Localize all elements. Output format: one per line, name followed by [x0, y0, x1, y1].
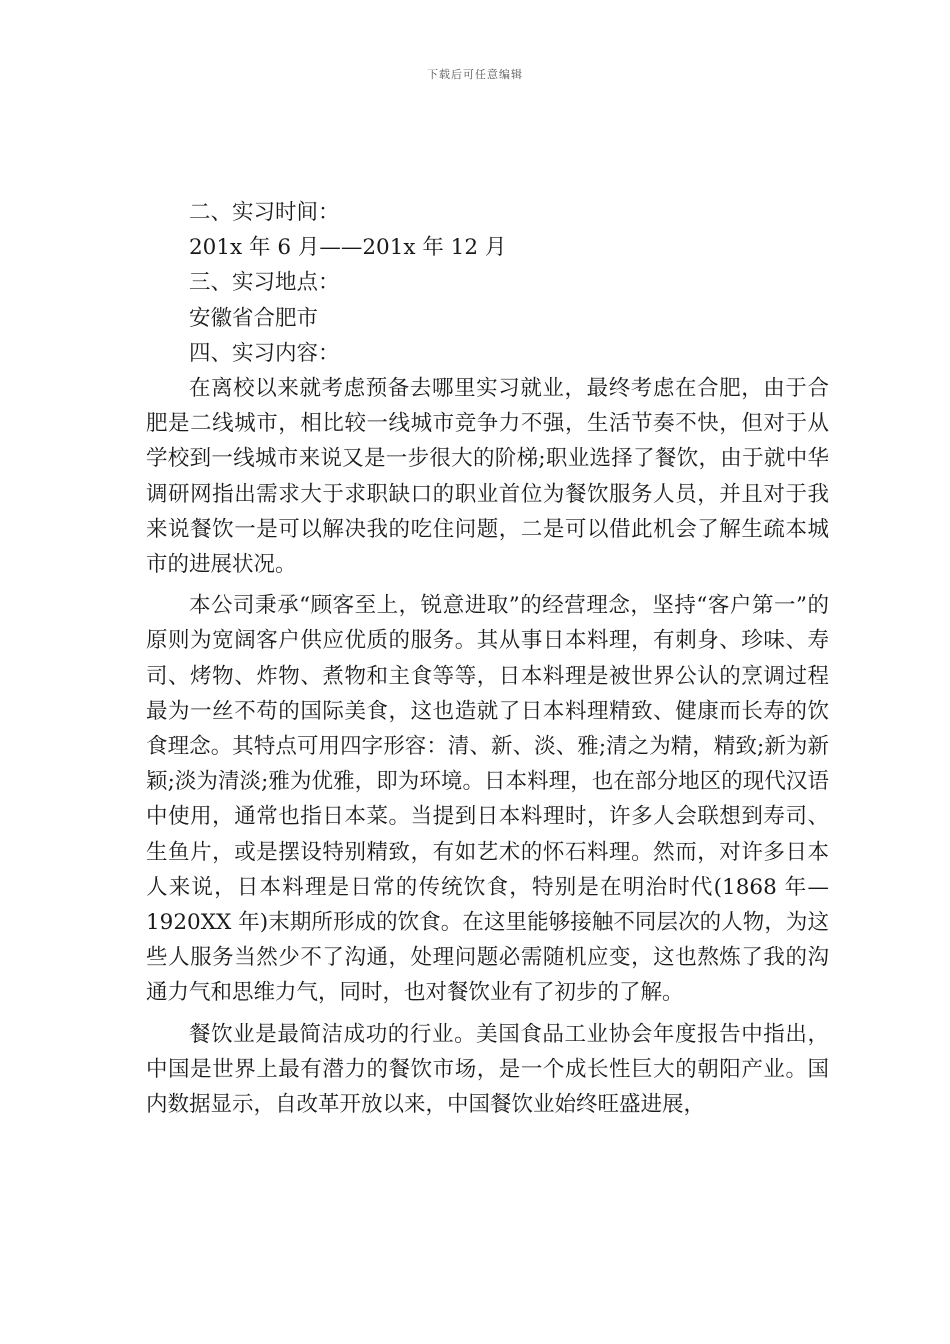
- section-heading-internship-content: 四、实习内容：: [189, 340, 340, 366]
- internship-period: 201x 年 6 月——201x 年 12 月: [189, 235, 507, 261]
- section-heading-internship-location: 三、实习地点：: [189, 270, 340, 296]
- paragraph-industry: 餐饮业是最简洁成功的行业。美国食品工业协会年度报告中指出，中国是世界上最有潜力的餐饮市场，是一个成长性巨大的朝阳产业。国内数据显示，自改革开放以来，中国餐饮业始终旺盛进展，: [146, 1021, 829, 1118]
- paragraph-reason: 在离校以来就考虑预备去哪里实习就业，最终考虑在合肥，由于合肥是二线城市，相比较一线城市竞争力不强，生活节奏不快，但对于从学校到一线城市来说又是一步很大的阶梯;职业选择了餐饮，由于就中华调研网指出需求大于求职缺口的职业首位为餐饮服务人员，并且对于我来说餐饮一是可以解决我的吃住问题，二是可以借此机会了解生疏本城市的进展状况。: [146, 376, 829, 578]
- paragraph-company: 本公司秉承“顾客至上，锐意进取”的经营理念，坚持“客户第一”的原则为宽阔客户供应优质的服务。其从事日本料理，有刺身、珍味、寿司、烤物、炸物、煮物和主食等等，日本料理是被世界公认的烹调过程最为一丝不苟的国际美食，这也造就了日本料理精致、健康而长寿的饮食理念。其特点可用四字形容：清、新、淡、雅;清之为精，精致;新为新颖;淡为清淡;雅为优雅，即为环境。日本料理，也在部分地区的现代汉语中使用，通常也指日本菜。当提到日本料理时，许多人会联想到寿司、生鱼片，或是摆设特别精致，有如艺术的怀石料理。然而，对许多日本人来说，日本料理是日常的传统饮食，特别是在明治时代(1868 年—1920XX 年)末期所形成的饮食。在这里能够接触不同层次的人物，为这些人服务当然少不了沟通，处理问题必需随机应变，这也熬炼了我的沟通力气和思维力气，同时，也对餐饮业有了初步的了解。: [146, 593, 829, 1006]
- internship-location: 安徽省合肥市: [189, 305, 319, 331]
- section-heading-internship-time: 二、实习时间：: [189, 200, 340, 225]
- page-header-note: 下载后可任意编辑: [427, 68, 523, 81]
- document-body: [146, 195, 829, 1122]
